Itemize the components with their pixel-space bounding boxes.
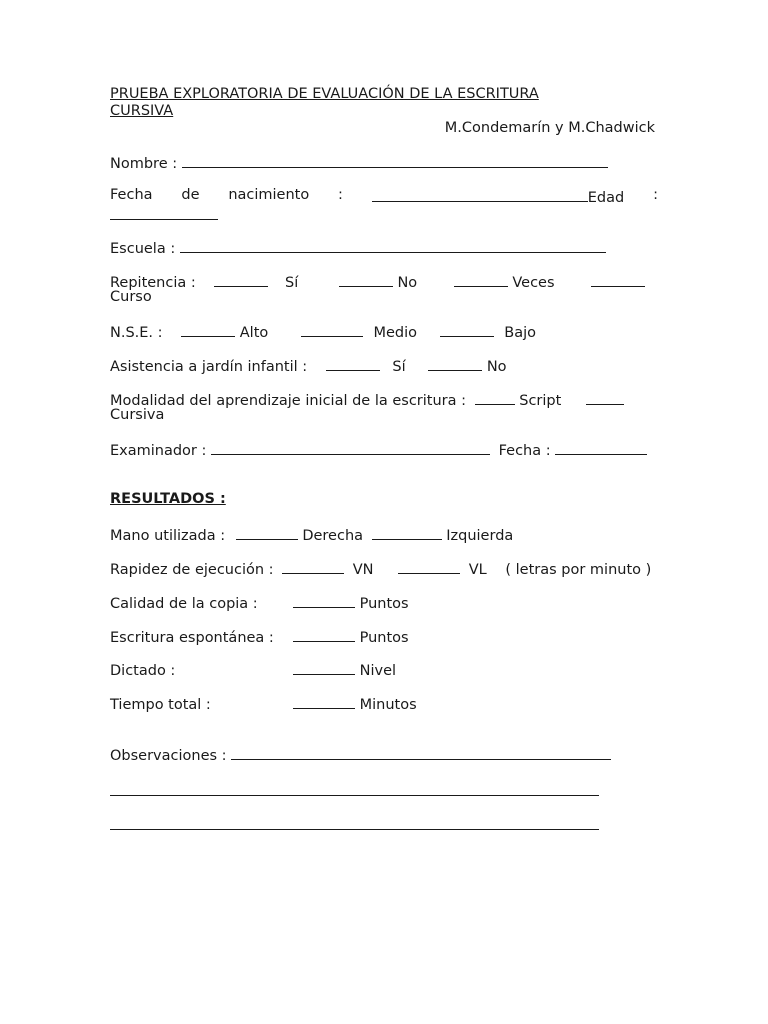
nombre-field[interactable] [182, 153, 608, 168]
modalidad-script-field[interactable] [475, 390, 515, 405]
examinador-row [110, 440, 658, 460]
rapidez-vl-label: VL [468, 562, 487, 578]
repitencia-label: Repitencia : [110, 275, 196, 291]
edad-row [110, 205, 658, 225]
edad-field[interactable] [110, 205, 218, 220]
observaciones-label: Observaciones : [110, 748, 227, 764]
dictado-label: Dictado : [110, 663, 176, 679]
rapidez-row [110, 559, 658, 579]
calidad-field[interactable] [293, 593, 355, 608]
curso-label: Curso [110, 289, 152, 305]
fecha-nac-word-2: de [181, 187, 200, 203]
rapidez-unit: ( letras por minuto ) [505, 562, 652, 578]
fecha-nacimiento-field[interactable] [372, 187, 588, 202]
title-line-2: CURSIVA [110, 103, 174, 119]
repitencia-no-field[interactable] [339, 272, 393, 287]
repitencia-veces-field[interactable] [454, 272, 508, 287]
edad-label: Edad [587, 190, 625, 206]
mano-label: Mano utilizada : [110, 528, 226, 544]
nse-label: N.S.E. : [110, 325, 163, 341]
asistencia-label: Asistencia a jardín infantil : [110, 359, 308, 375]
tiempo-label: Tiempo total : [110, 697, 211, 713]
nse-alto-label: Alto [239, 325, 269, 341]
escuela-row [110, 238, 658, 258]
calidad-row [110, 593, 658, 613]
escuela-field[interactable] [180, 238, 606, 253]
document-title-cont [110, 103, 658, 120]
observaciones-field-2[interactable] [110, 795, 599, 796]
modalidad-label: Modalidad del aprendizaje inicial de la escritura : [110, 393, 467, 409]
nombre-label: Nombre : [110, 156, 178, 172]
dictado-row [110, 660, 658, 680]
fecha-label: Fecha : [498, 443, 551, 459]
nse-bajo-label: Bajo [504, 325, 536, 341]
mano-izquierda-label: Izquierda [446, 528, 514, 544]
cursiva-row [110, 407, 658, 424]
espontanea-label: Escritura espontánea : [110, 630, 274, 646]
espontanea-row [110, 627, 658, 647]
nse-row [110, 322, 658, 342]
tiempo-field[interactable] [293, 694, 355, 709]
rapidez-vl-field[interactable] [398, 559, 460, 574]
repitencia-si-field[interactable] [214, 272, 268, 287]
modalidad-cursiva-field[interactable] [586, 390, 624, 405]
edad-colon: : [653, 187, 658, 203]
fecha-nac-word-3: nacimiento [228, 187, 310, 203]
tiempo-row [110, 694, 658, 714]
rapidez-vn-label: VN [352, 562, 374, 578]
calidad-label: Calidad de la copia : [110, 596, 258, 612]
examinador-label: Examinador : [110, 443, 207, 459]
nombre-row [110, 153, 658, 173]
observaciones-row [110, 745, 658, 765]
mano-row [110, 525, 658, 545]
rapidez-vn-field[interactable] [282, 559, 344, 574]
document-title [110, 86, 658, 103]
calidad-unit: Puntos [359, 596, 409, 612]
nse-bajo-field[interactable] [440, 322, 494, 337]
mano-derecha-field[interactable] [236, 525, 298, 540]
mano-derecha-label: Derecha [302, 528, 364, 544]
nse-medio-field[interactable] [301, 322, 363, 337]
resultados-heading-text: RESULTADOS : [110, 491, 226, 507]
nse-alto-field[interactable] [181, 322, 235, 337]
rapidez-label: Rapidez de ejecución : [110, 562, 274, 578]
examinador-field[interactable] [211, 440, 490, 455]
modalidad-script-label: Script [519, 393, 562, 409]
asistencia-si-field[interactable] [326, 356, 380, 371]
observaciones-field-1[interactable] [231, 745, 611, 760]
repitencia-veces-label: Veces [512, 275, 555, 291]
fecha-nac-word-1: Fecha [110, 187, 153, 203]
nse-medio-label: Medio [373, 325, 418, 341]
asistencia-no-label: No [486, 359, 507, 375]
fecha-nacimiento-row [110, 187, 658, 207]
fecha-nac-colon: : [338, 187, 343, 203]
curso-row [110, 289, 658, 306]
repitencia-curso-field[interactable] [591, 272, 645, 287]
asistencia-no-field[interactable] [428, 356, 482, 371]
observaciones-field-3[interactable] [110, 829, 599, 830]
authors-text: M.Condemarín y M.Chadwick [444, 120, 655, 136]
escuela-label: Escuela : [110, 241, 176, 257]
mano-izquierda-field[interactable] [372, 525, 442, 540]
repitencia-no-label: No [397, 275, 418, 291]
repitencia-si-label: Sí [284, 275, 299, 291]
resultados-heading [110, 491, 658, 508]
asistencia-row [110, 356, 658, 376]
modalidad-cursiva-label: Cursiva [110, 407, 165, 423]
dictado-unit: Nivel [359, 663, 397, 679]
fecha-field[interactable] [555, 440, 647, 455]
authors [110, 120, 655, 137]
espontanea-field[interactable] [293, 627, 355, 642]
title-line-1: PRUEBA EXPLORATORIA DE EVALUACIÓN DE LA ESCRITURA [110, 86, 539, 102]
espontanea-unit: Puntos [359, 630, 409, 646]
asistencia-si-label: Sí [392, 359, 406, 375]
tiempo-unit: Minutos [359, 697, 417, 713]
dictado-field[interactable] [293, 660, 355, 675]
